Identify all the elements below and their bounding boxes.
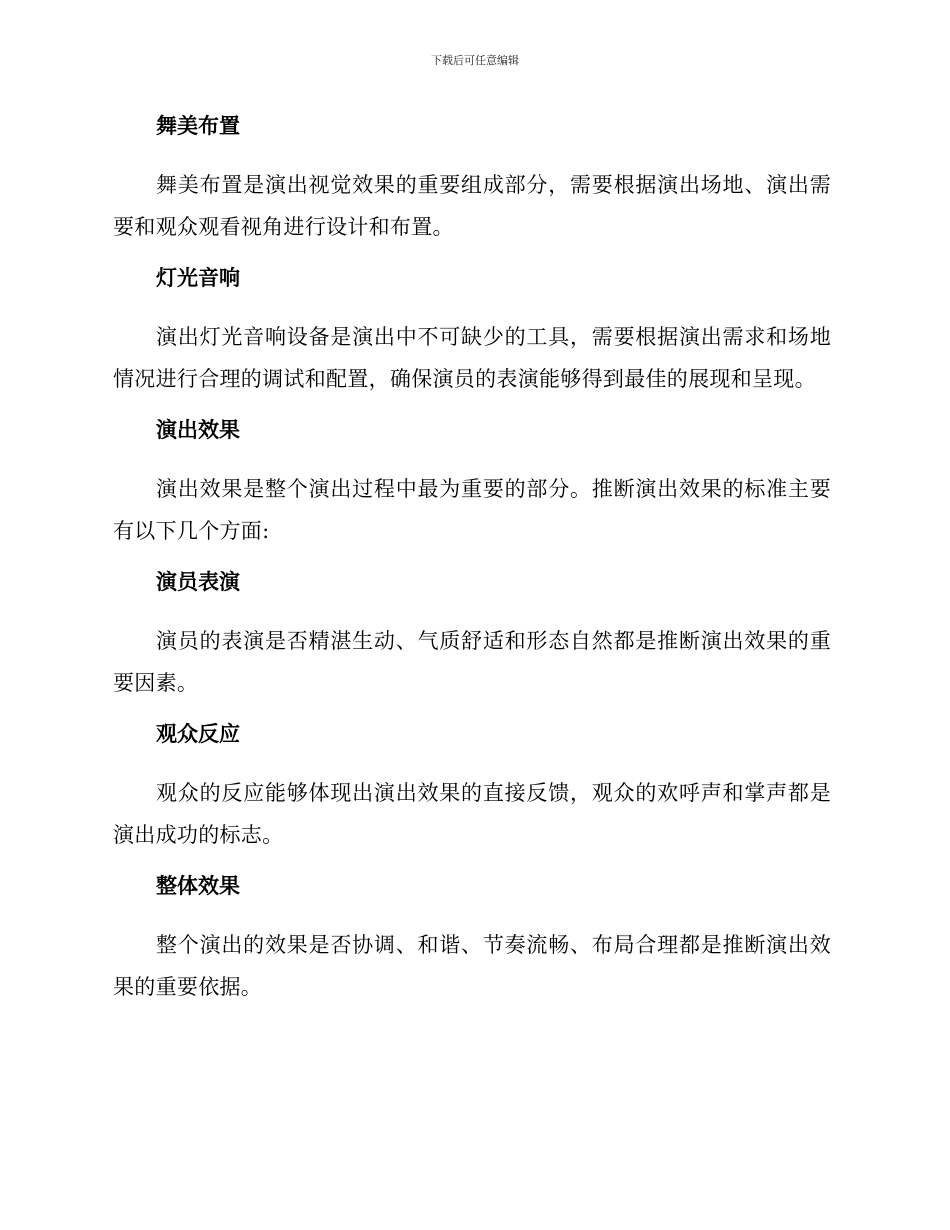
section-heading-lighting-sound: 灯光音响 bbox=[156, 266, 240, 290]
section-body-performance-effect: 演出效果是整个演出过程中最为重要的部分。推断演出效果的标准主要有以下几个方面: bbox=[113, 477, 831, 543]
section-body-overall-effect: 整个演出的效果是否协调、和谐、节奏流畅、布局合理都是推断演出效果的重要依据。 bbox=[113, 933, 831, 999]
section-heading-stage-design: 舞美布置 bbox=[156, 114, 240, 138]
section-body-stage-design: 舞美布置是演出视觉效果的重要组成部分，需要根据演出场地、演出需要和观众观看视角进行设计和布置。 bbox=[113, 173, 831, 239]
section-body-audience-reaction: 观众的反应能够体现出演出效果的直接反馈，观众的欢呼声和掌声都是演出成功的标志。 bbox=[113, 781, 831, 847]
page-header: 下载后可任意编辑 bbox=[431, 54, 519, 67]
section-heading-actor-performance: 演员表演 bbox=[156, 570, 240, 594]
section-body-actor-performance: 演员的表演是否精湛生动、气质舒适和形态自然都是推断演出效果的重要因素。 bbox=[113, 629, 831, 695]
section-heading-overall-effect: 整体效果 bbox=[156, 874, 240, 898]
section-heading-performance-effect: 演出效果 bbox=[156, 418, 240, 442]
section-body-lighting-sound: 演出灯光音响设备是演出中不可缺少的工具，需要根据演出需求和场地情况进行合理的调试和配置，确保演员的表演能够得到最佳的展现和呈现。 bbox=[113, 325, 831, 391]
document-body bbox=[113, 108, 831, 1020]
section-heading-audience-reaction: 观众反应 bbox=[156, 722, 240, 746]
